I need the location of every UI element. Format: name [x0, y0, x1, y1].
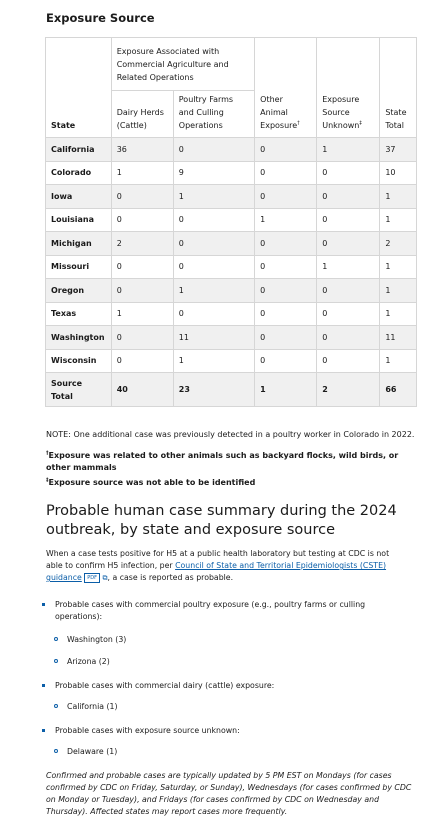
cell-unknown: 0: [317, 208, 380, 232]
cell-unknown: 0: [317, 279, 380, 303]
cell-poultry: 0: [173, 232, 254, 256]
total-poultry: 23: [173, 373, 254, 407]
row-state: Louisiana: [46, 208, 112, 232]
cell-other: 0: [255, 326, 317, 350]
table-total-row: [46, 373, 417, 407]
cell-unknown: 0: [317, 326, 380, 350]
bullet-circle-icon: [54, 637, 58, 641]
probable-paragraph: When a case tests positive for H5 at a public health laboratory but testing at CDC is not able to confirm H5 infection, per Council of State and Territorial Epidemiologists (CSTE) guidance PDF ⧉, a case is reported as probable.: [46, 549, 390, 582]
cell-poultry: 1: [173, 185, 254, 209]
cell-other: 1: [255, 208, 317, 232]
total-other: 1: [255, 373, 317, 407]
pdf-icon: PDF: [84, 573, 100, 583]
list-item-unknown: Probable cases with exposure source unknown:: [55, 726, 240, 735]
cell-total: 37: [380, 138, 417, 162]
cell-dairy: 1: [111, 161, 173, 185]
cell-unknown: 0: [317, 302, 380, 326]
cell-total: 11: [380, 326, 417, 350]
cell-total: 1: [380, 255, 417, 279]
list-item: California (1): [67, 702, 118, 711]
cell-total: 1: [380, 279, 417, 303]
cell-dairy: 1: [111, 302, 173, 326]
header-state: State: [46, 38, 112, 138]
table-row: [46, 302, 417, 326]
cell-total: 1: [380, 208, 417, 232]
exposure-table: [45, 37, 417, 407]
row-state: Colorado: [46, 161, 112, 185]
row-state: Oregon: [46, 279, 112, 303]
bullet-circle-icon: [54, 704, 58, 708]
list-item-poultry: Probable cases with commercial poultry exposure (e.g., poultry farms or culling operations):: [55, 600, 366, 621]
cell-dairy: 0: [111, 279, 173, 303]
cell-total: 2: [380, 232, 417, 256]
cell-dairy: 0: [111, 208, 173, 232]
table-row: [46, 349, 417, 373]
row-state: California: [46, 138, 112, 162]
cell-total: 10: [380, 161, 417, 185]
list-item: Delaware (1): [67, 747, 118, 756]
table-row: [46, 208, 417, 232]
header-poultry: Poultry Farms and Culling Operations: [173, 91, 254, 138]
cell-other: 0: [255, 138, 317, 162]
row-state: Iowa: [46, 185, 112, 209]
list-item: Washington (3): [67, 635, 127, 644]
row-state: Michigan: [46, 232, 112, 256]
section-title: Exposure Source: [46, 11, 155, 25]
cell-total: 1: [380, 185, 417, 209]
cell-poultry: 9: [173, 161, 254, 185]
header-other: Other Animal Exposure†: [255, 38, 317, 138]
total-dairy: 40: [111, 373, 173, 407]
bullet-circle-icon: [54, 659, 58, 663]
probable-title: Probable human case summary during the 2024 outbreak, by state and exposure source: [46, 503, 397, 538]
table-row: [46, 232, 417, 256]
header-commercial-group: Exposure Associated with Commercial Agriculture and Related Operations: [111, 38, 254, 91]
cell-dairy: 2: [111, 232, 173, 256]
row-state: Washington: [46, 326, 112, 350]
table-row: [46, 161, 417, 185]
cell-other: 0: [255, 349, 317, 373]
cell-other: 0: [255, 185, 317, 209]
cell-other: 0: [255, 232, 317, 256]
total-label: Source Total: [46, 373, 112, 407]
cell-other: 0: [255, 279, 317, 303]
bullet-circle-icon: [54, 749, 58, 753]
header-total: State Total: [380, 38, 417, 138]
table-row: [46, 185, 417, 209]
cell-unknown: 0: [317, 232, 380, 256]
cell-other: 0: [255, 255, 317, 279]
cell-total: 1: [380, 349, 417, 373]
update-note: Confirmed and probable cases are typically updated by 5 PM EST on Mondays (for cases confirmed by CDC on Friday, Saturday, or Sunday), Wednesdays (for cases confirmed by CDC on Monday or Tuesday), and Fridays (for cases confirmed by CDC on Wednesday and Thursday). Affected states may report cases more frequently.: [46, 771, 412, 816]
cell-poultry: 0: [173, 302, 254, 326]
bullet-square-icon: [42, 603, 45, 606]
cell-unknown: 1: [317, 255, 380, 279]
footnote-other: †Exposure was related to other animals such as backyard flocks, wild birds, or other mammals: [46, 450, 399, 472]
table-row: [46, 255, 417, 279]
bullet-square-icon: [42, 729, 45, 732]
header-dairy: Dairy Herds (Cattle): [111, 91, 173, 138]
external-link-icon: ⧉: [102, 574, 108, 582]
row-state: Texas: [46, 302, 112, 326]
cell-dairy: 0: [111, 326, 173, 350]
cell-total: 1: [380, 302, 417, 326]
total-total: 66: [380, 373, 417, 407]
cell-dairy: 0: [111, 349, 173, 373]
cell-dairy: 36: [111, 138, 173, 162]
cell-poultry: 1: [173, 349, 254, 373]
cell-other: 0: [255, 161, 317, 185]
cell-unknown: 0: [317, 349, 380, 373]
cell-unknown: 0: [317, 161, 380, 185]
row-state: Missouri: [46, 255, 112, 279]
cell-dairy: 0: [111, 185, 173, 209]
cell-other: 0: [255, 302, 317, 326]
cell-poultry: 1: [173, 279, 254, 303]
cell-poultry: 11: [173, 326, 254, 350]
footnote-unknown: ‡Exposure source was not able to be identified: [46, 477, 256, 487]
list-item: Arizona (2): [67, 657, 110, 666]
cell-dairy: 0: [111, 255, 173, 279]
list-item-dairy: Probable cases with commercial dairy (cattle) exposure:: [55, 681, 275, 690]
table-row: [46, 279, 417, 303]
table-row: [46, 138, 417, 162]
row-state: Wisconsin: [46, 349, 112, 373]
cell-unknown: 1: [317, 138, 380, 162]
table-note: NOTE: One additional case was previously detected in a poultry worker in Colorado in 2022.: [46, 430, 415, 439]
cell-poultry: 0: [173, 255, 254, 279]
table-row: [46, 326, 417, 350]
cell-poultry: 0: [173, 208, 254, 232]
cste-guidance-link[interactable]: Council of State and Territorial Epidemiologists (CSTE) guidance: [46, 561, 387, 582]
total-unknown: 2: [317, 373, 380, 407]
header-unknown: Exposure Source Unknown‡: [317, 38, 380, 138]
cell-poultry: 0: [173, 138, 254, 162]
cell-unknown: 0: [317, 185, 380, 209]
bullet-square-icon: [42, 684, 45, 687]
